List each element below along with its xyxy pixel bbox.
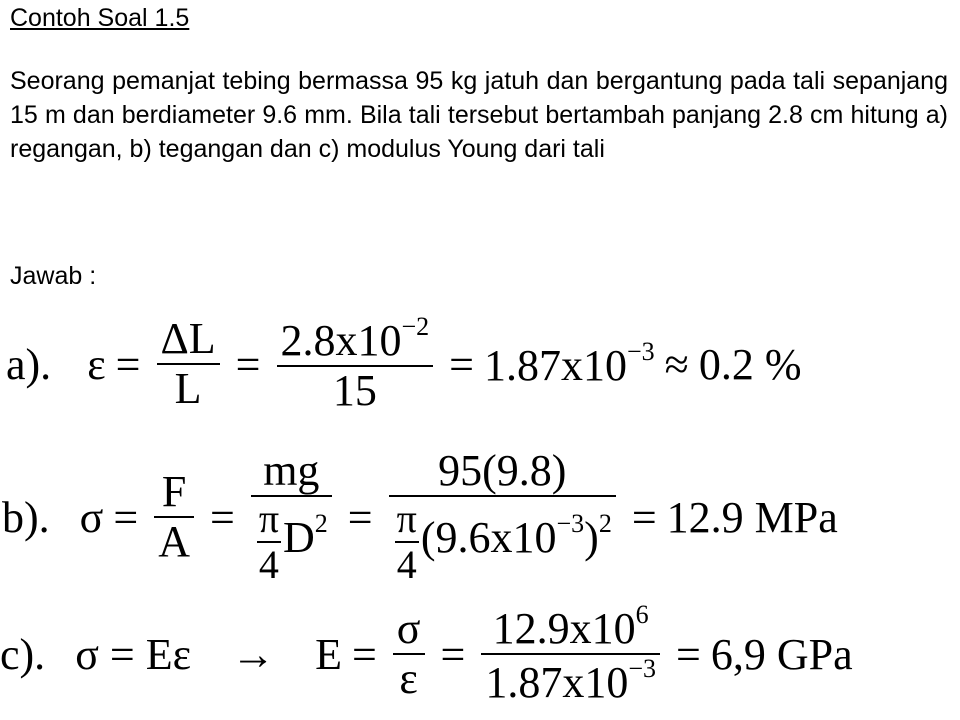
numerator-exponent: 6 (635, 599, 649, 629)
eq-b-result: 12.9 MPa (666, 492, 838, 542)
eq-c-result: 6,9 GPa (710, 629, 853, 679)
eq-c-fraction-values (481, 601, 660, 708)
paren-close: ) (584, 513, 599, 563)
fraction-numerator (277, 313, 434, 365)
pi-over-four (257, 497, 281, 587)
four: 4 (396, 542, 417, 588)
eq-c-hooke-law: σ = Eε (75, 629, 192, 679)
eq-a-fraction-dl-l (157, 315, 220, 414)
pi-symbol: π (258, 496, 280, 542)
fraction-numerator: 95(9.8) (438, 445, 567, 495)
equals-sign: = (631, 492, 657, 542)
eq-a-result (484, 337, 655, 391)
equals-sign: = (115, 339, 141, 389)
fraction-numerator: σ (396, 603, 421, 653)
fraction-numerator: ΔL (160, 313, 216, 363)
diameter-value-base: (9.6x10 (420, 513, 557, 563)
diameter-value-exponent: −3 (556, 509, 585, 539)
result-exponent: −3 (627, 337, 655, 366)
diameter-exponent: 2 (314, 509, 328, 539)
denominator-exponent: −3 (628, 654, 657, 683)
fraction-denominator: A (158, 517, 190, 566)
fraction-denominator: 15 (332, 366, 377, 415)
pi-symbol: π (396, 496, 417, 542)
fraction-numerator: F (161, 466, 187, 516)
arrow-icon: → (231, 629, 276, 679)
numerator-exponent: −2 (401, 311, 430, 341)
equals-sign: = (440, 629, 466, 679)
eq-a-label: a). (6, 339, 52, 389)
eq-b-fraction-values (389, 447, 616, 587)
numerator-base: 2.8x10 (280, 315, 402, 365)
eq-c-label: c). (0, 629, 46, 679)
equals-sign: = (209, 492, 235, 542)
eq-c-e: E (315, 629, 342, 679)
eq-c-fraction-sigma-epsilon (393, 605, 425, 704)
fraction-denominator: ε (399, 654, 418, 703)
pi-over-four (395, 497, 419, 587)
four: 4 (258, 542, 279, 588)
problem-text: Seorang pemanjat tebing bermassa 95 kg jatuh dan bergantung pada tali sepanjang 15 m dan berdiameter 9.6 mm. Bila tali tersebut bertambah panjang 2.8 cm hitung a) regangan, b) tegangan dan c) modulus Young dari tali (10, 67, 948, 163)
eq-a-epsilon: ε (87, 339, 106, 389)
fraction-denominator (481, 655, 660, 707)
result-base: 1.87x10 (484, 341, 627, 390)
example-title: Contoh Soal 1.5 (10, 4, 190, 32)
equals-sign: = (113, 492, 139, 542)
eq-b-label: b). (2, 492, 50, 542)
square-exponent: 2 (598, 509, 612, 539)
eq-b-fraction-mg (251, 447, 332, 587)
eq-b-fraction-f-a (154, 468, 194, 567)
equation-a (0, 312, 801, 416)
equals-sign: = (449, 339, 474, 389)
fraction-denominator (389, 497, 616, 587)
equation-c (0, 600, 853, 708)
equation-b (0, 442, 838, 592)
eq-a-percent-result: 0.2 % (698, 339, 802, 389)
fraction-numerator: mg (263, 445, 320, 495)
diameter-symbol: D (283, 513, 315, 563)
fraction-denominator (251, 497, 332, 587)
fraction-numerator (489, 601, 653, 653)
fraction-denominator: L (174, 364, 202, 413)
answer-label: Jawab : (10, 262, 97, 290)
numerator-base: 12.9x10 (492, 603, 636, 653)
equals-sign: = (235, 339, 261, 389)
eq-b-sigma: σ (79, 492, 104, 542)
approx-sign: ≈ (664, 339, 689, 389)
equals-sign: = (351, 629, 377, 679)
denominator-base: 1.87x10 (485, 658, 629, 707)
eq-a-fraction-values (277, 313, 434, 416)
equals-sign: = (676, 629, 701, 679)
equals-sign: = (347, 492, 373, 542)
